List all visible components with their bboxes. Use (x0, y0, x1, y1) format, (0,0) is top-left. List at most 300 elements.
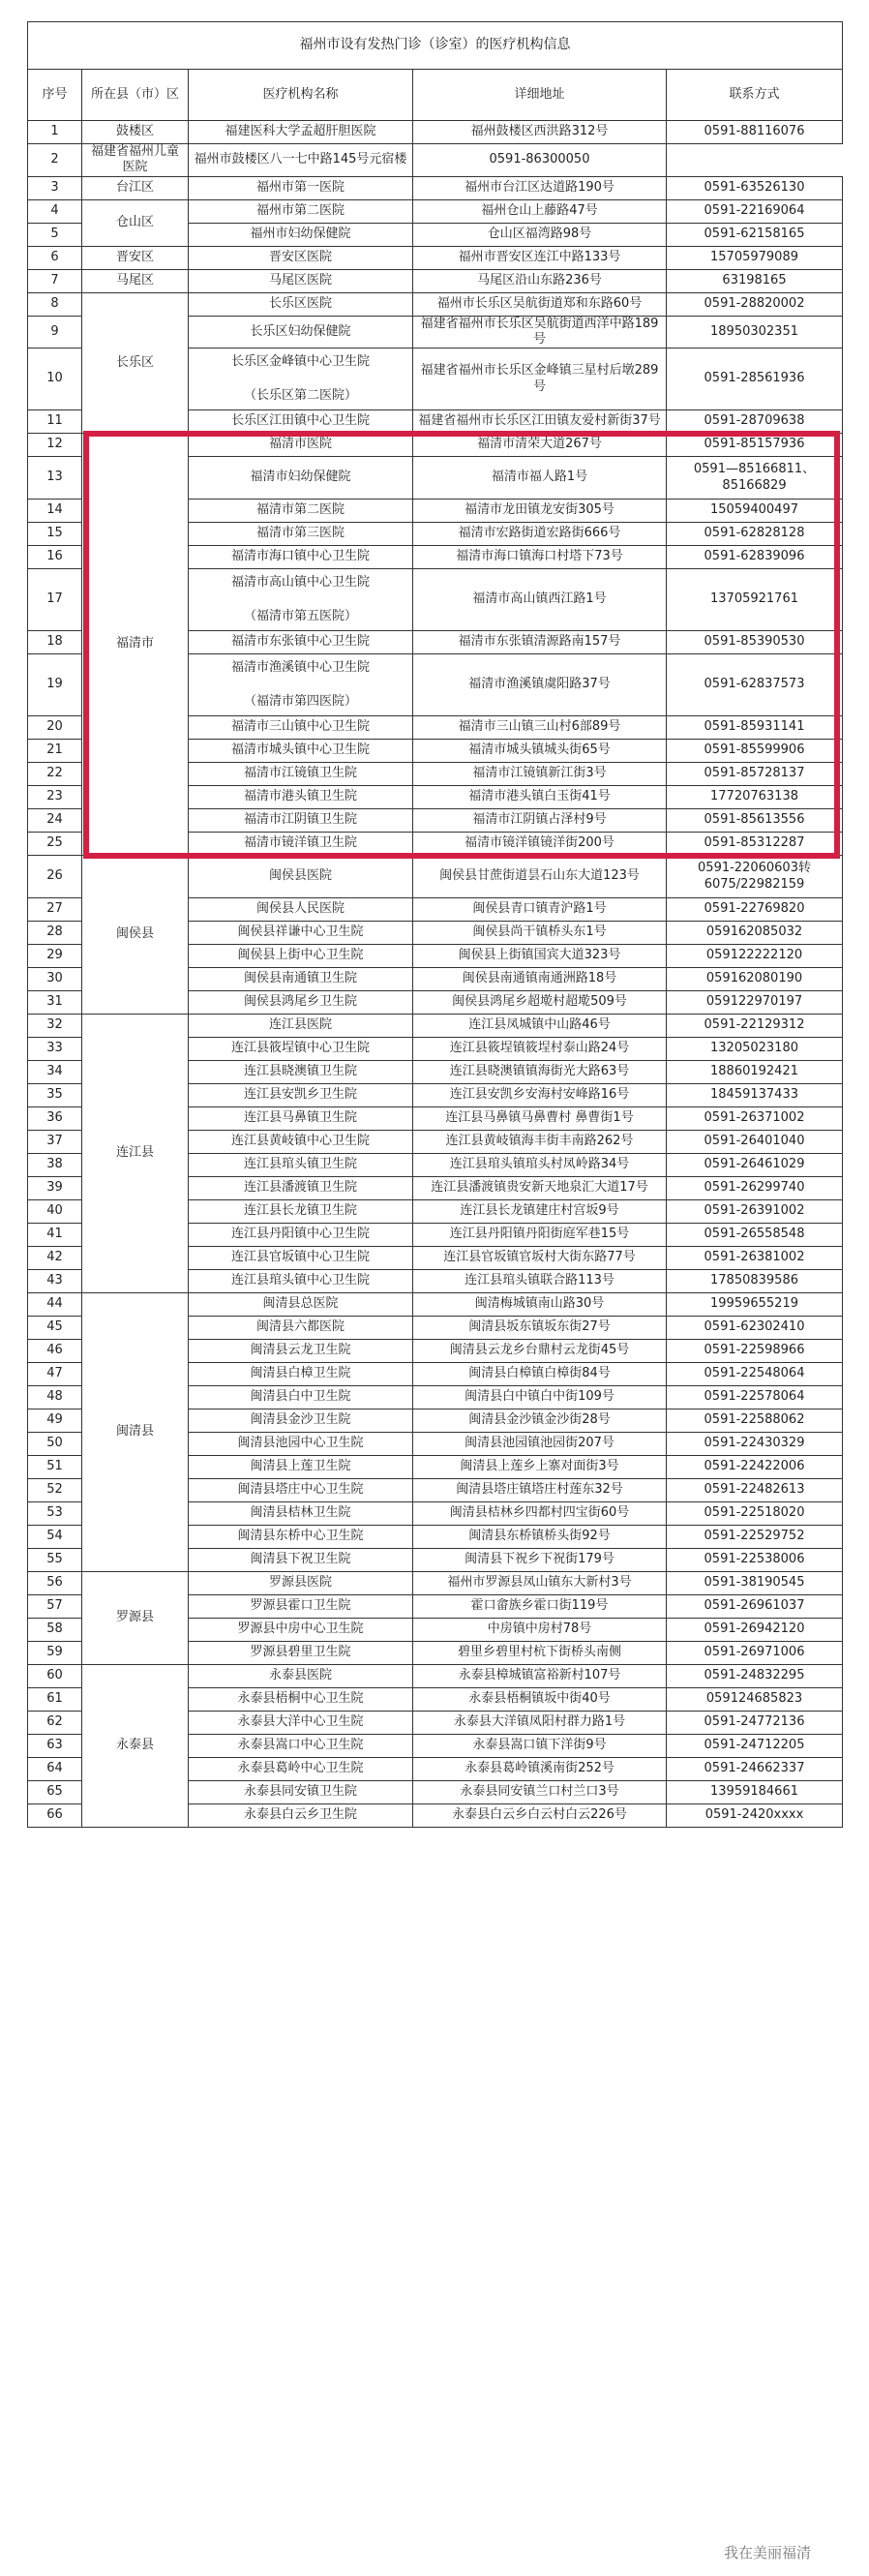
cell-seq: 39 (28, 1177, 82, 1200)
cell-address: 福州市长乐区吴航街道郑和东路60号 (413, 292, 667, 316)
cell-address: 中房镇中房村78号 (413, 1619, 667, 1642)
cell-district: 永泰县 (82, 1665, 189, 1828)
cell-seq: 43 (28, 1270, 82, 1293)
cell-contact (667, 199, 843, 223)
contact-line: 0591-26299740 (704, 1180, 805, 1196)
name-line: 福清市港头镇卫生院 (243, 789, 357, 804)
cell-district: 罗源县 (82, 1572, 189, 1665)
cell-seq: 59 (28, 1642, 82, 1665)
contact-line: 0591-26371002 (704, 1110, 805, 1126)
name-line: 永泰县梧桐中心卫生院 (237, 1691, 364, 1707)
name-line: 连江县马鼻镇卫生院 (243, 1110, 357, 1126)
name-line: 福清市医院 (268, 437, 332, 452)
contact-line: 15705979089 (710, 249, 798, 264)
cell-contact (667, 292, 843, 316)
cell-seq: 34 (28, 1061, 82, 1084)
contact-line: 13959184661 (710, 1784, 798, 1800)
cell-contact (667, 991, 843, 1015)
contact-line: 0591-85312287 (704, 835, 805, 851)
cell-seq: 28 (28, 922, 82, 945)
name-line: 闽清县云龙卫生院 (250, 1343, 351, 1358)
cell-name (189, 740, 413, 763)
cell-seq: 12 (28, 434, 82, 457)
cell-name (189, 1038, 413, 1061)
cell-seq: 27 (28, 898, 82, 922)
contact-line: 0591-28561936 (704, 371, 805, 386)
contact-line: 0591-22060603转 (698, 861, 811, 876)
cell-seq: 5 (28, 223, 82, 246)
contact-line: 0591-26971006 (704, 1645, 805, 1660)
contact-line: 0591-22769820 (704, 901, 805, 917)
cell-address: 马尾区沿山东路236号 (413, 269, 667, 292)
cell-contact (667, 740, 843, 763)
contact-line: 0591-26391002 (704, 1203, 805, 1219)
cell-address: 福清市高山镇西江路1号 (413, 569, 667, 631)
cell-name (189, 546, 413, 569)
cell-address: 福清市港头镇白玉街41号 (413, 786, 667, 809)
table-row (28, 1015, 843, 1038)
cell-contact (667, 1224, 843, 1247)
cell-seq: 41 (28, 1224, 82, 1247)
name-line: 长乐区金峰镇中心卫生院 (230, 354, 370, 370)
cell-address: 闽清县坂东镇坂东街27号 (413, 1317, 667, 1340)
cell-contact (667, 1433, 843, 1456)
contact-line: 0591-22598966 (704, 1343, 805, 1358)
name-line: 福清市东张镇中心卫生院 (230, 634, 370, 650)
cell-seq: 17 (28, 569, 82, 631)
name-line: 闽侯县上街中心卫生院 (237, 948, 364, 963)
contact-line: 0591-28820002 (704, 295, 805, 311)
contact-line: 0591-24712205 (704, 1738, 805, 1753)
cell-address: 永泰县樟城镇富裕新村107号 (413, 1665, 667, 1688)
cell-contact (667, 1015, 843, 1038)
table-row (28, 121, 843, 144)
cell-name (189, 898, 413, 922)
cell-address: 福清市城头镇城头街65号 (413, 740, 667, 763)
cell-contact (667, 1247, 843, 1270)
cell-seq: 36 (28, 1107, 82, 1131)
cell-contact (667, 1131, 843, 1154)
name-line: 罗源县霍口卫生院 (250, 1598, 351, 1614)
watermark: 我在美丽福清 (723, 2544, 811, 2561)
name-line: 永泰县白云乡卫生院 (243, 1807, 357, 1823)
cell-name (189, 968, 413, 991)
contact-line: 0591-22578064 (704, 1389, 805, 1405)
cell-address: 闽清县塔庄镇塔庄村莲东32号 (413, 1479, 667, 1502)
cell-district: 连江县 (82, 1015, 189, 1293)
cell-contact (667, 1340, 843, 1363)
cell-seq: 11 (28, 410, 82, 434)
cell-contact (667, 1293, 843, 1317)
name-line: 闽清县六都医院 (255, 1319, 345, 1335)
name-line: 连江县医院 (268, 1017, 332, 1033)
cell-contact (667, 349, 843, 410)
cell-address: 连江县筱埕镇筱埕村泰山路24号 (413, 1038, 667, 1061)
cell-seq: 42 (28, 1247, 82, 1270)
cell-seq: 16 (28, 546, 82, 569)
name-line: 福清市江阴镇卫生院 (243, 812, 357, 828)
contact-line: 15059400497 (710, 502, 798, 518)
cell-name (189, 1317, 413, 1340)
cell-contact (667, 1526, 843, 1549)
cell-name (189, 1712, 413, 1735)
contact-line: 059162080190 (705, 971, 803, 986)
cell-contact (667, 1781, 843, 1804)
cell-seq: 37 (28, 1131, 82, 1154)
cell-contact (667, 1270, 843, 1293)
cell-contact (667, 763, 843, 786)
cell-address: 福清市镜洋镇镜洋街200号 (413, 833, 667, 856)
header-contact: 联系方式 (667, 70, 843, 121)
cell-seq: 33 (28, 1038, 82, 1061)
cell-district: 鼓楼区 (82, 121, 189, 144)
cell-contact (667, 1688, 843, 1712)
cell-name (189, 1084, 413, 1107)
name-line: 福清市高山镇中心卫生院 (230, 575, 370, 591)
cell-name (189, 292, 413, 316)
contact-line: 18459137433 (710, 1087, 798, 1103)
cell-district: 闽清县 (82, 1293, 189, 1572)
cell-seq: 55 (28, 1549, 82, 1572)
cell-address: 闽清县金沙镇金沙街28号 (413, 1409, 667, 1433)
cell-contact (667, 1642, 843, 1665)
cell-address: 闽侯县鸿尾乡超墘村超墘509号 (413, 991, 667, 1015)
cell-name (189, 500, 413, 523)
contact-line: 18950302351 (710, 323, 798, 339)
cell-name (189, 1549, 413, 1572)
cell-contact (667, 1619, 843, 1642)
cell-name (189, 410, 413, 434)
cell-contact (667, 1061, 843, 1084)
cell-contact (667, 246, 843, 269)
cell-address: 闽清县池园镇池园街207号 (413, 1433, 667, 1456)
cell-name (189, 569, 413, 631)
name-line: 连江县琯头镇卫生院 (243, 1157, 357, 1172)
cell-contact (667, 809, 843, 833)
contact-line: 17850839586 (710, 1273, 798, 1288)
cell-seq: 24 (28, 809, 82, 833)
cell-address: 闽清县桔林乡四都村四宝街60号 (413, 1502, 667, 1526)
table-row (28, 246, 843, 269)
cell-contact (667, 223, 843, 246)
name-line-2: （福清市第五医院） (243, 608, 357, 623)
cell-address: 闽侯县上街镇国宾大道323号 (413, 945, 667, 968)
name-line: 长乐区江田镇中心卫生院 (230, 413, 370, 429)
contact-line: 0591-22430329 (704, 1436, 805, 1451)
cell-address: 永泰县梧桐镇坂中街40号 (413, 1688, 667, 1712)
table-row (28, 1572, 843, 1595)
cell-name (189, 991, 413, 1015)
cell-address: 闽清梅城镇南山路30号 (413, 1293, 667, 1317)
name-line: 闽清县塔庄中心卫生院 (237, 1482, 364, 1498)
contact-line: 0591-63526130 (704, 179, 805, 195)
cell-name (189, 1293, 413, 1317)
cell-address: 连江县凤城镇中山路46号 (413, 1015, 667, 1038)
name-line: 永泰县同安镇卫生院 (243, 1784, 357, 1800)
cell-seq: 38 (28, 1154, 82, 1177)
cell-seq: 65 (28, 1781, 82, 1804)
cell-seq: 31 (28, 991, 82, 1015)
contact-line: 0591-22548064 (704, 1366, 805, 1381)
cell-contact (667, 1317, 843, 1340)
cell-district: 晋安区 (82, 246, 189, 269)
cell-name (189, 786, 413, 809)
cell-name (189, 1619, 413, 1642)
cell-seq: 4 (28, 199, 82, 223)
cell-seq: 35 (28, 1084, 82, 1107)
contact-line: 18860192421 (710, 1064, 798, 1079)
cell-name (189, 523, 413, 546)
cell-seq: 51 (28, 1456, 82, 1479)
cell-contact (667, 1665, 843, 1688)
cell-contact (667, 1200, 843, 1224)
cell-name (189, 1270, 413, 1293)
contact-line: 0591-85931141 (704, 719, 805, 735)
contact-line-2: 85166829 (722, 477, 787, 493)
name-line: 罗源县碧里卫生院 (250, 1645, 351, 1660)
name-line: 连江县潘渡镇卫生院 (243, 1180, 357, 1196)
cell-seq: 19 (28, 654, 82, 716)
cell-seq: 29 (28, 945, 82, 968)
cell-contact (667, 121, 843, 144)
contact-line: 0591-86300050 (489, 152, 590, 167)
cell-name (189, 631, 413, 654)
cell-contact (667, 1038, 843, 1061)
cell-name (189, 716, 413, 740)
cell-contact (667, 1502, 843, 1526)
contact-line: 0591-26961037 (704, 1598, 805, 1614)
header-address: 详细地址 (413, 70, 667, 121)
cell-contact (667, 269, 843, 292)
cell-address: 闽侯县青口镇青沪路1号 (413, 898, 667, 922)
cell-name (189, 269, 413, 292)
cell-address: 福清市三山镇三山村6部89号 (413, 716, 667, 740)
name-line: 福建医科大学孟超肝胆医院 (225, 124, 376, 139)
cell-contact (667, 1735, 843, 1758)
name-line: 连江县丹阳镇中心卫生院 (230, 1227, 370, 1242)
cell-seq: 32 (28, 1015, 82, 1038)
name-line: 闽侯县人民医院 (255, 901, 345, 917)
cell-name (189, 1688, 413, 1712)
cell-contact (667, 631, 843, 654)
name-line: 福清市海口镇中心卫生院 (230, 549, 370, 564)
contact-line: 0591-22588062 (704, 1412, 805, 1428)
cell-seq: 63 (28, 1735, 82, 1758)
cell-seq: 52 (28, 1479, 82, 1502)
cell-name (189, 246, 413, 269)
cell-name (189, 856, 413, 898)
cell-address: 永泰县嵩口镇下洋街9号 (413, 1735, 667, 1758)
table-row (28, 1293, 843, 1317)
cell-name (189, 434, 413, 457)
header-district: 所在县（市）区 (82, 70, 189, 121)
cell-seq: 18 (28, 631, 82, 654)
cell-address: 连江县黄岐镇海丰街丰南路262号 (413, 1131, 667, 1154)
cell-contact (667, 786, 843, 809)
contact-line: 0591-22482613 (704, 1482, 805, 1498)
contact-line: 0591-22422006 (704, 1459, 805, 1474)
contact-line: 0591-85599906 (704, 742, 805, 758)
cell-district: 台江区 (82, 176, 189, 199)
cell-seq: 57 (28, 1595, 82, 1619)
cell-name (189, 1735, 413, 1758)
contact-line: 0591-26461029 (704, 1157, 805, 1172)
contact-line: 0591-85728137 (704, 766, 805, 781)
cell-seq: 13 (28, 457, 82, 500)
name-line: 福清市第二医院 (255, 502, 345, 518)
cell-contact (667, 1456, 843, 1479)
cell-name (189, 223, 413, 246)
cell-name (189, 1247, 413, 1270)
cell-seq: 40 (28, 1200, 82, 1224)
table-row (28, 434, 843, 457)
cell-address: 福清市宏路街道宏路街666号 (413, 523, 667, 546)
cell-name (189, 1107, 413, 1131)
name-line: 永泰县葛岭中心卫生院 (237, 1761, 364, 1776)
name-line: 闽清县总医院 (262, 1296, 339, 1312)
name-line: 连江县筱埕镇中心卫生院 (230, 1041, 370, 1056)
cell-address: 闽清县云龙乡台鼎村云龙街45号 (413, 1340, 667, 1363)
cell-name (189, 1154, 413, 1177)
cell-seq: 9 (28, 316, 82, 349)
cell-contact (667, 716, 843, 740)
cell-name (189, 1386, 413, 1409)
cell-name (189, 1804, 413, 1828)
cell-address: 福建省福州市长乐区金峰镇三星村后墩289号 (413, 349, 667, 410)
cell-address: 闽侯县南通镇南通洲路18号 (413, 968, 667, 991)
name-line: 闽侯县医院 (268, 868, 332, 884)
contact-line: 13205023180 (710, 1041, 798, 1056)
cell-district: 长乐区 (82, 292, 189, 434)
contact-line: 0591-62828128 (704, 526, 805, 541)
cell-seq: 66 (28, 1804, 82, 1828)
name-line: 晋安区医院 (268, 249, 332, 264)
name-line: 罗源县中房中心卫生院 (237, 1621, 364, 1637)
cell-contact (667, 1804, 843, 1828)
cell-address: 闽清县白樟镇白樟街84号 (413, 1363, 667, 1386)
cell-seq: 3 (28, 176, 82, 199)
table-row (28, 1665, 843, 1688)
name-line: 闽清县桔林卫生院 (250, 1505, 351, 1521)
cell-name (189, 457, 413, 500)
contact-line: 0591-62837573 (704, 677, 805, 692)
contact-line: 0591-85390530 (704, 634, 805, 650)
cell-address: 闽侯县尚干镇桥头东1号 (413, 922, 667, 945)
contact-line: 0591-22529752 (704, 1529, 805, 1544)
cell-seq: 26 (28, 856, 82, 898)
cell-name (189, 945, 413, 968)
cell-name (189, 1595, 413, 1619)
cell-seq: 6 (28, 246, 82, 269)
document (27, 21, 842, 1828)
cell-name (189, 1781, 413, 1804)
cell-name (189, 1456, 413, 1479)
cell-name (189, 1433, 413, 1456)
cell-seq: 25 (28, 833, 82, 856)
cell-seq: 62 (28, 1712, 82, 1735)
cell-address: 霍口畲族乡霍口街119号 (413, 1595, 667, 1619)
cell-contact (667, 1107, 843, 1131)
contact-line-2: 6075/22982159 (704, 876, 805, 892)
contact-line: 0591-22169064 (704, 202, 805, 218)
name-line: 福清市江镜镇卫生院 (243, 766, 357, 781)
cell-seq: 21 (28, 740, 82, 763)
cell-name (189, 1200, 413, 1224)
cell-address: 福州市罗源县凤山镇东大新村3号 (413, 1572, 667, 1595)
cell-contact (667, 922, 843, 945)
cell-address: 福建省福州市长乐区江田镇友爱村新街37号 (413, 410, 667, 434)
contact-line: 17720763138 (710, 789, 798, 804)
name-line: 马尾区医院 (268, 272, 332, 288)
cell-contact (667, 569, 843, 631)
contact-line: 0591-85613556 (704, 812, 805, 828)
name-line: 福州市妇幼保健院 (250, 226, 351, 241)
cell-name (189, 1061, 413, 1084)
table-row (28, 144, 843, 177)
cell-name (189, 1665, 413, 1688)
name-line: 罗源县医院 (268, 1575, 332, 1591)
cell-seq: 22 (28, 763, 82, 786)
contact-line: 0591-24662337 (704, 1761, 805, 1776)
cell-name (189, 1758, 413, 1781)
cell-address: 福州市晋安区连江中路133号 (413, 246, 667, 269)
cell-contact (667, 457, 843, 500)
cell-seq: 14 (28, 500, 82, 523)
cell-address: 闽清县白中镇白中街109号 (413, 1386, 667, 1409)
cell-contact (413, 144, 667, 177)
cell-address: 连江县长龙镇建庄村宫坂9号 (413, 1200, 667, 1224)
name-line: 连江县官坂镇中心卫生院 (230, 1250, 370, 1265)
cell-name (189, 1340, 413, 1363)
cell-seq: 61 (28, 1688, 82, 1712)
cell-contact (667, 1712, 843, 1735)
contact-line: 0591-22538006 (704, 1552, 805, 1567)
contact-line: 19959655219 (710, 1296, 798, 1312)
cell-name (189, 763, 413, 786)
contact-line: 0591-26558548 (704, 1227, 805, 1242)
name-line: 连江县安凯乡卫生院 (243, 1087, 357, 1103)
cell-seq: 46 (28, 1340, 82, 1363)
cell-district: 闽侯县 (82, 856, 189, 1015)
cell-address: 福清市福人路1号 (413, 457, 667, 500)
cell-contact (667, 1154, 843, 1177)
cell-name (189, 1572, 413, 1595)
contact-line: 0591-26401040 (704, 1134, 805, 1149)
cell-contact (667, 500, 843, 523)
cell-address: 连江县琯头镇联合路113号 (413, 1270, 667, 1293)
contact-line: 0591-24832295 (704, 1668, 805, 1683)
contact-line: 0591-38190545 (704, 1575, 805, 1591)
cell-address: 闽清县东桥镇桥头街92号 (413, 1526, 667, 1549)
cell-name (189, 121, 413, 144)
contact-line: 0591-2420xxxx (704, 1807, 804, 1823)
name-line: 福清市镜洋镇卫生院 (243, 835, 357, 851)
cell-contact (667, 410, 843, 434)
cell-seq: 56 (28, 1572, 82, 1595)
cell-address: 连江县丹阳镇丹阳街庭军巷15号 (413, 1224, 667, 1247)
cell-address: 闽清县上莲乡上寨对面街3号 (413, 1456, 667, 1479)
name-line: 闽清县白樟卫生院 (250, 1366, 351, 1381)
name-line-2: （长乐区第二医院） (243, 387, 357, 403)
header-seq: 序号 (28, 70, 82, 121)
cell-name (82, 144, 189, 177)
contact-line: 0591-88116076 (704, 124, 805, 139)
name-line: 福清市城头镇中心卫生院 (230, 742, 370, 758)
name-line: 福清市三山镇中心卫生院 (230, 719, 370, 735)
cell-contact (667, 1409, 843, 1433)
cell-name (189, 1177, 413, 1200)
cell-name (189, 809, 413, 833)
